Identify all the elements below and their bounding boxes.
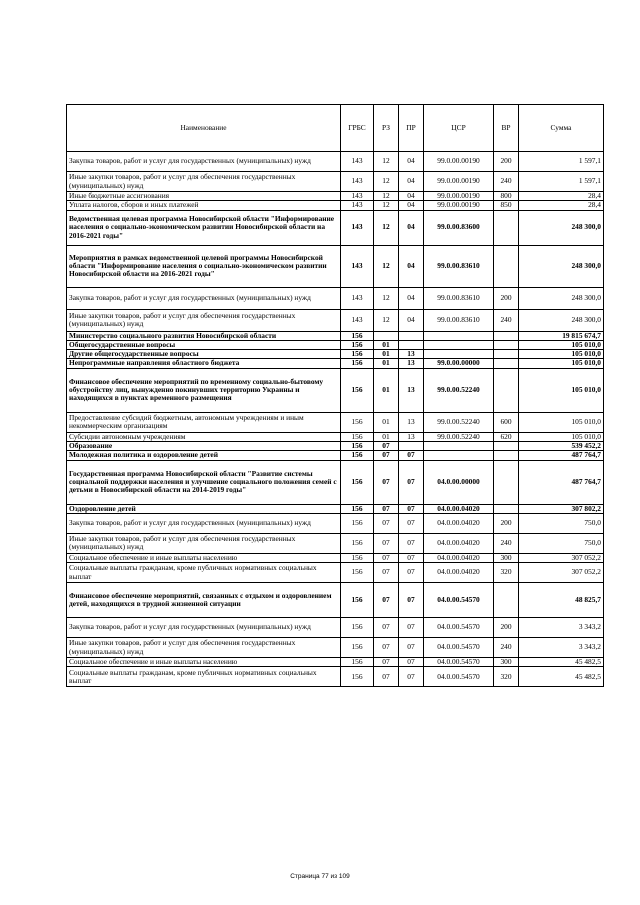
cell-name: Субсидии автономным учреждениям: [67, 432, 341, 441]
table-row: [67, 451, 604, 460]
cell-sum: 307 052,2: [519, 563, 604, 583]
cell-pr: 07: [399, 513, 424, 533]
cell-vr: 200: [494, 513, 519, 533]
cell-pr: [399, 331, 424, 340]
cell-grbs: 143: [341, 192, 374, 201]
cell-vr: 850: [494, 201, 519, 210]
cell-name: Финансовое обеспечение мероприятий по временному социально-бытовому обустройству лиц, вынужденно покинувших территорию Украины и находящихся в пунктах временного размещения: [67, 368, 341, 412]
table-row: [67, 245, 604, 287]
cell-csr: 99.0.00.52240: [424, 432, 494, 441]
cell-pr: 04: [399, 245, 424, 287]
cell-rz: 12: [374, 287, 399, 309]
cell-name: Социальное обеспечение и иные выплаты населению: [67, 658, 341, 667]
header-grbs: ГРБС: [341, 105, 374, 152]
cell-name: Иные бюджетные ассигнования: [67, 192, 341, 201]
cell-sum: 105 010,0: [519, 368, 604, 412]
cell-pr: 04: [399, 210, 424, 245]
cell-csr: 04.0.00.04020: [424, 563, 494, 583]
cell-csr: 99.0.00.00190: [424, 192, 494, 201]
cell-name: Социальные выплаты гражданам, кроме публичных нормативных социальных выплат: [67, 667, 341, 687]
cell-name: Образование: [67, 441, 341, 450]
cell-csr: [424, 331, 494, 340]
cell-pr: 07: [399, 618, 424, 638]
cell-sum: 105 010,0: [519, 359, 604, 368]
table-row: [67, 331, 604, 340]
header-csr: ЦСР: [424, 105, 494, 152]
cell-vr: 240: [494, 533, 519, 553]
cell-pr: [399, 340, 424, 349]
cell-pr: 04: [399, 287, 424, 309]
cell-rz: 12: [374, 201, 399, 210]
cell-grbs: 143: [341, 210, 374, 245]
cell-sum: 45 482,5: [519, 667, 604, 687]
cell-vr: [494, 331, 519, 340]
cell-grbs: 143: [341, 172, 374, 192]
cell-vr: 240: [494, 309, 519, 331]
cell-csr: 04.0.00.54570: [424, 638, 494, 658]
cell-grbs: 156: [341, 359, 374, 368]
cell-vr: 200: [494, 152, 519, 172]
table-row: [67, 210, 604, 245]
table-row: [67, 460, 604, 504]
cell-name: Социальное обеспечение и иные выплаты населению: [67, 553, 341, 562]
cell-vr: 300: [494, 553, 519, 562]
cell-sum: 248 300,0: [519, 309, 604, 331]
cell-pr: 07: [399, 504, 424, 513]
cell-csr: 99.0.00.83610: [424, 287, 494, 309]
cell-vr: 600: [494, 412, 519, 432]
cell-csr: [424, 350, 494, 359]
cell-sum: 105 010,0: [519, 340, 604, 349]
cell-rz: 07: [374, 553, 399, 562]
cell-sum: 1 597,1: [519, 152, 604, 172]
cell-csr: 04.0.00.00000: [424, 460, 494, 504]
cell-pr: 13: [399, 359, 424, 368]
cell-pr: 07: [399, 667, 424, 687]
cell-name: Закупка товаров, работ и услуг для государственных (муниципальных) нужд: [67, 287, 341, 309]
cell-csr: 04.0.00.54570: [424, 618, 494, 638]
cell-vr: 240: [494, 638, 519, 658]
cell-rz: 12: [374, 172, 399, 192]
cell-pr: 04: [399, 309, 424, 331]
header-rz: РЗ: [374, 105, 399, 152]
cell-csr: 04.0.00.04020: [424, 513, 494, 533]
cell-csr: 99.0.00.83600: [424, 210, 494, 245]
cell-vr: [494, 460, 519, 504]
cell-sum: 248 300,0: [519, 287, 604, 309]
cell-pr: 07: [399, 451, 424, 460]
table-row: [67, 340, 604, 349]
cell-csr: 99.0.00.52240: [424, 412, 494, 432]
table-row: [67, 533, 604, 553]
cell-sum: 48 825,7: [519, 583, 604, 618]
cell-csr: [424, 441, 494, 450]
cell-name: Министерство социального развития Новосибирской области: [67, 331, 341, 340]
cell-sum: 28,4: [519, 192, 604, 201]
cell-grbs: 156: [341, 451, 374, 460]
cell-csr: 04.0.00.54570: [424, 583, 494, 618]
cell-rz: 07: [374, 618, 399, 638]
cell-sum: 248 300,0: [519, 210, 604, 245]
cell-rz: 12: [374, 245, 399, 287]
cell-name: Уплата налогов, сборов и иных платежей: [67, 201, 341, 210]
cell-vr: 200: [494, 287, 519, 309]
cell-rz: 01: [374, 412, 399, 432]
table-row: [67, 553, 604, 562]
cell-pr: 13: [399, 368, 424, 412]
cell-csr: 04.0.00.04020: [424, 533, 494, 553]
cell-grbs: 156: [341, 331, 374, 340]
cell-vr: [494, 583, 519, 618]
cell-vr: 620: [494, 432, 519, 441]
cell-vr: [494, 441, 519, 450]
table-row: [67, 359, 604, 368]
cell-pr: 07: [399, 638, 424, 658]
cell-pr: 07: [399, 563, 424, 583]
cell-pr: 13: [399, 432, 424, 441]
table-body: [67, 152, 604, 687]
table-header-row: [67, 105, 604, 152]
cell-rz: 01: [374, 359, 399, 368]
cell-rz: 07: [374, 638, 399, 658]
table-row: [67, 350, 604, 359]
cell-grbs: 143: [341, 309, 374, 331]
cell-grbs: 156: [341, 350, 374, 359]
cell-sum: 1 597,1: [519, 172, 604, 192]
cell-vr: [494, 451, 519, 460]
cell-name: Иные закупки товаров, работ и услуг для обеспечения государственных (муниципальных) нужд: [67, 533, 341, 553]
cell-vr: 320: [494, 563, 519, 583]
cell-pr: 04: [399, 192, 424, 201]
table-row: [67, 563, 604, 583]
cell-rz: 07: [374, 441, 399, 450]
cell-sum: 28,4: [519, 201, 604, 210]
cell-sum: 487 764,7: [519, 460, 604, 504]
table-row: [67, 368, 604, 412]
cell-rz: 07: [374, 658, 399, 667]
table-row: [67, 152, 604, 172]
cell-csr: 99.0.00.00190: [424, 201, 494, 210]
cell-sum: 3 343,2: [519, 638, 604, 658]
cell-name: Ведомственная целевая программа Новосибирской области "Информирование населения о социально-экономическом развитии Новосибирской области на 2016-2021 годы": [67, 210, 341, 245]
cell-rz: 07: [374, 504, 399, 513]
cell-sum: 105 010,0: [519, 412, 604, 432]
cell-sum: 750,0: [519, 533, 604, 553]
cell-name: Государственная программа Новосибирской области "Развитие системы социальной поддержки населения и улучшение социального положения семей с детьми в Новосибирской области на 2014-2019 годы": [67, 460, 341, 504]
cell-name: Молодежная политика и оздоровление детей: [67, 451, 341, 460]
table-row: [67, 172, 604, 192]
header-vr: ВР: [494, 105, 519, 152]
table-row: [67, 504, 604, 513]
cell-grbs: 156: [341, 583, 374, 618]
table-row: [67, 309, 604, 331]
cell-rz: 12: [374, 192, 399, 201]
cell-grbs: 156: [341, 658, 374, 667]
cell-vr: [494, 210, 519, 245]
cell-sum: 539 452,2: [519, 441, 604, 450]
cell-vr: [494, 350, 519, 359]
cell-csr: 99.0.00.00000: [424, 359, 494, 368]
cell-grbs: 156: [341, 618, 374, 638]
cell-vr: 200: [494, 618, 519, 638]
cell-name: Финансовое обеспечение мероприятий, связанных с отдыхом и оздоровлением детей, находящихся в трудной жизненной ситуации: [67, 583, 341, 618]
cell-sum: 105 010,0: [519, 432, 604, 441]
cell-grbs: 156: [341, 563, 374, 583]
cell-csr: 99.0.00.83610: [424, 309, 494, 331]
cell-rz: 12: [374, 210, 399, 245]
cell-grbs: 156: [341, 460, 374, 504]
cell-csr: 04.0.00.04020: [424, 553, 494, 562]
cell-pr: 04: [399, 152, 424, 172]
cell-pr: 04: [399, 172, 424, 192]
cell-name: Иные закупки товаров, работ и услуг для обеспечения государственных (муниципальных) нужд: [67, 638, 341, 658]
cell-vr: [494, 359, 519, 368]
table-row: [67, 201, 604, 210]
cell-rz: 01: [374, 340, 399, 349]
cell-name: Закупка товаров, работ и услуг для государственных (муниципальных) нужд: [67, 618, 341, 638]
header-sum: Сумма: [519, 105, 604, 152]
table-row: [67, 513, 604, 533]
cell-rz: 12: [374, 309, 399, 331]
cell-rz: 07: [374, 460, 399, 504]
cell-rz: [374, 331, 399, 340]
cell-rz: 07: [374, 451, 399, 460]
cell-name: Общегосударственные вопросы: [67, 340, 341, 349]
header-name: Наименование: [67, 105, 341, 152]
cell-rz: 07: [374, 533, 399, 553]
cell-grbs: 143: [341, 245, 374, 287]
cell-rz: 07: [374, 563, 399, 583]
cell-rz: 01: [374, 368, 399, 412]
cell-name: Закупка товаров, работ и услуг для государственных (муниципальных) нужд: [67, 152, 341, 172]
table-row: [67, 638, 604, 658]
table-row: [67, 658, 604, 667]
cell-sum: 307 802,2: [519, 504, 604, 513]
cell-csr: 99.0.00.00190: [424, 152, 494, 172]
cell-sum: 487 764,7: [519, 451, 604, 460]
cell-name: Закупка товаров, работ и услуг для государственных (муниципальных) нужд: [67, 513, 341, 533]
budget-table: [66, 104, 604, 687]
cell-rz: 07: [374, 583, 399, 618]
cell-csr: 99.0.00.00190: [424, 172, 494, 192]
cell-grbs: 156: [341, 553, 374, 562]
cell-vr: 300: [494, 658, 519, 667]
table-row: [67, 192, 604, 201]
cell-grbs: 156: [341, 638, 374, 658]
cell-pr: 07: [399, 553, 424, 562]
cell-pr: 07: [399, 533, 424, 553]
cell-grbs: 156: [341, 412, 374, 432]
cell-pr: 13: [399, 412, 424, 432]
cell-csr: 04.0.00.54570: [424, 667, 494, 687]
page-number: Страница 77 из 109: [290, 873, 350, 880]
cell-vr: [494, 340, 519, 349]
cell-name: Другие общегосударственные вопросы: [67, 350, 341, 359]
table-row: [67, 618, 604, 638]
table-row: [67, 412, 604, 432]
cell-name: Иные закупки товаров, работ и услуг для обеспечения государственных (муниципальных) нужд: [67, 309, 341, 331]
cell-pr: [399, 441, 424, 450]
cell-name: Социальные выплаты гражданам, кроме публичных нормативных социальных выплат: [67, 563, 341, 583]
cell-name: Оздоровление детей: [67, 504, 341, 513]
cell-sum: 3 343,2: [519, 618, 604, 638]
cell-grbs: 156: [341, 368, 374, 412]
table-row: [67, 287, 604, 309]
table-row: [67, 667, 604, 687]
cell-grbs: 156: [341, 504, 374, 513]
cell-vr: [494, 368, 519, 412]
cell-grbs: 156: [341, 667, 374, 687]
table-row: [67, 441, 604, 450]
cell-sum: 307 052,2: [519, 553, 604, 562]
table-row: [67, 583, 604, 618]
cell-grbs: 156: [341, 340, 374, 349]
cell-grbs: 143: [341, 152, 374, 172]
cell-name: Непрограммные направления областного бюджета: [67, 359, 341, 368]
cell-grbs: 156: [341, 513, 374, 533]
cell-rz: 12: [374, 152, 399, 172]
cell-csr: 04.0.00.54570: [424, 658, 494, 667]
cell-vr: 800: [494, 192, 519, 201]
cell-pr: 07: [399, 583, 424, 618]
cell-pr: 07: [399, 460, 424, 504]
cell-pr: 07: [399, 658, 424, 667]
cell-rz: 07: [374, 667, 399, 687]
cell-pr: 04: [399, 201, 424, 210]
cell-csr: [424, 340, 494, 349]
cell-sum: 45 482,5: [519, 658, 604, 667]
cell-rz: 01: [374, 350, 399, 359]
cell-grbs: 143: [341, 201, 374, 210]
cell-name: Мероприятия в рамках ведомственной целевой программы Новосибирской области "Информирование населения о социально-экономическом развитии Новосибирской области на 2016-2021 годы": [67, 245, 341, 287]
cell-grbs: 156: [341, 441, 374, 450]
cell-sum: 19 815 674,7: [519, 331, 604, 340]
cell-pr: 13: [399, 350, 424, 359]
cell-grbs: 156: [341, 432, 374, 441]
cell-vr: [494, 245, 519, 287]
header-pr: ПР: [399, 105, 424, 152]
cell-vr: 320: [494, 667, 519, 687]
cell-sum: 750,0: [519, 513, 604, 533]
cell-sum: 248 300,0: [519, 245, 604, 287]
cell-name: Иные закупки товаров, работ и услуг для обеспечения государственных (муниципальных) нужд: [67, 172, 341, 192]
cell-csr: 99.0.00.83610: [424, 245, 494, 287]
cell-vr: [494, 504, 519, 513]
cell-csr: 99.0.00.52240: [424, 368, 494, 412]
table-row: [67, 432, 604, 441]
cell-csr: [424, 451, 494, 460]
cell-rz: 01: [374, 432, 399, 441]
cell-csr: 04.0.00.04020: [424, 504, 494, 513]
cell-grbs: 143: [341, 287, 374, 309]
cell-vr: 240: [494, 172, 519, 192]
cell-sum: 105 010,0: [519, 350, 604, 359]
cell-rz: 07: [374, 513, 399, 533]
cell-grbs: 156: [341, 533, 374, 553]
cell-name: Предоставление субсидий бюджетным, автономным учреждениям и иным некоммерческим организациям: [67, 412, 341, 432]
